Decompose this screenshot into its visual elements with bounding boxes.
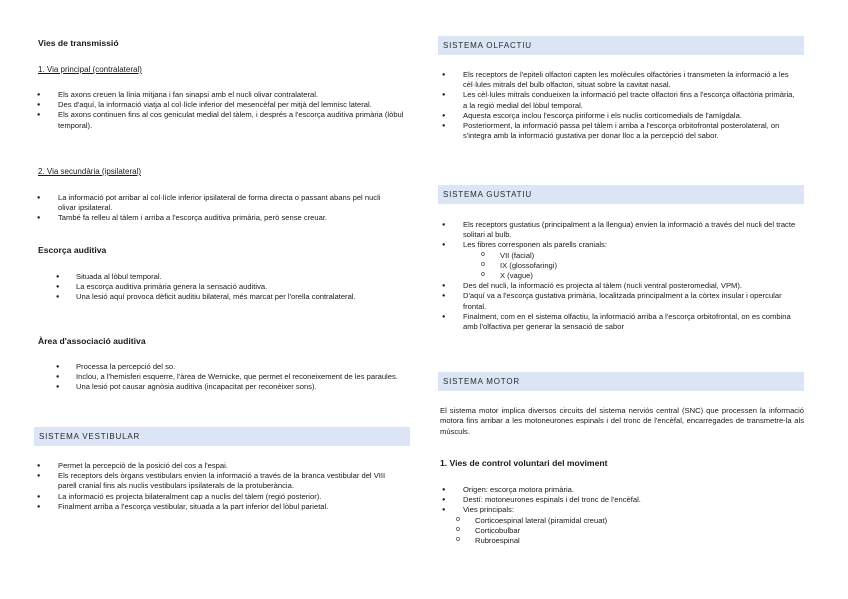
list-item: ● D'aquí va a l'escorça gustativa primària, localitzada principalment a la còrtex insular i opercular frontal.: [442, 291, 802, 311]
olfactiu-header: SISTEMA OLFACTIU: [438, 36, 804, 55]
list-item: ● Finalment, com en el sistema olfactiu, la informació arriba a l'escorça orbitofrontal, on es combina amb l'olfactiva per generar la sensació de sabor: [442, 312, 802, 332]
motor-pathways-label: Vies principals:: [463, 505, 514, 515]
olfactiu-list: [442, 70, 800, 141]
sub-list-item: o IX (glossofaringi): [481, 261, 802, 271]
area-list: [56, 362, 401, 393]
list-item: ● Finalment arriba a l'escorça vestibular, situada a la part inferior del lòbul parietal.: [37, 502, 393, 512]
area-heading: Àrea d'associació auditiva: [38, 336, 146, 346]
via-principal-list: [37, 90, 409, 131]
list-item: ● Els receptors de l'epiteli olfactori capten les molècules olfactòries i transmeten la informació a les cèl·lules mitrals del bulb olfactori, situat sobre la cavitat nasal.: [442, 70, 800, 90]
transmission-title: Vies de transmissió: [38, 38, 119, 48]
vestibular-list: [37, 461, 393, 512]
via-secundaria-list: [37, 193, 393, 224]
motor-pathways-sublist: [456, 516, 796, 547]
list-item: [442, 505, 802, 515]
via-secundaria-heading: 2. Via secundària (ipsilateral): [38, 167, 142, 176]
list-item: ● Des del nucli, la informació es projecta al tàlem (nucli ventral posteromedial, VPM).: [442, 281, 802, 291]
list-item: [442, 240, 802, 281]
list-item: ● També fa relleu al tàlem i arriba a l'escorça auditiva primària, però sense creuar.: [37, 213, 393, 223]
list-item: ● Inclou, a l'hemisferi esquerre, l'àrea de Wernicke, que permet el reconeixement de les paraules.: [56, 372, 401, 382]
gustatiu-list: [442, 220, 802, 332]
list-item: ● Una lesió aquí provoca dèficit auditiu bilateral, més marcat per l'orella contralateral.: [56, 292, 401, 302]
list-item: ● La informació pot arribar al col·lícle inferior ipsilateral de forma directa o passant abans pel nucli olivar ipsilateral.: [37, 193, 393, 213]
list-item: ● Permet la percepció de la posició del cos a l'espai.: [37, 461, 393, 471]
sub-list-item: o VII (facial): [481, 251, 802, 261]
list-item: ● Destí: motoneurones espinals i del tronc de l'encèfal.: [442, 495, 802, 505]
sub-list-item: o Rubroespinal: [456, 536, 796, 546]
list-item: ● La informació es projecta bilateralment cap a nuclis del tàlem (regió posterior).: [37, 492, 393, 502]
list-item: ● Els receptors dels òrgans vestibulars envien la informació a través de la branca vestibular del VIII parell cranial fins als nuclis vestibulars ipsilaterals de la protuberància.: [37, 471, 393, 491]
list-item: ● Una lesió pot causar agnòsia auditiva (incapacitat per reconèixer sons).: [56, 382, 401, 392]
list-item: ● Aquesta escorça inclou l'escorça piriforme i els nuclis corticomedials de l'amígdala.: [442, 111, 800, 121]
motor-list: [442, 485, 802, 516]
list-item: ● Els axons creuen la línia mitjana i fan sinapsi amb el nucli olivar contralateral.: [37, 90, 409, 100]
list-item: ● La escorça auditiva primària genera la sensació auditiva.: [56, 282, 401, 292]
sub-list-item: o Corticoespinal lateral (piramidal creuat): [456, 516, 796, 526]
cranial-pairs-sublist: [481, 251, 802, 282]
via-principal-heading: 1. Via principal (contralateral): [38, 65, 142, 74]
motor-intro: El sistema motor implica diversos circuits del sistema nerviós central (SNC) que processen la informació motora fins arribar a les motoneurones espinals i del tronc de l'encèfal, encarregades de transmetre-la als músculs.: [440, 406, 804, 436]
list-item: ● Origen: escorça motora primària.: [442, 485, 802, 495]
escorca-list: [56, 272, 401, 303]
cranial-pairs-label: Les fibres corresponen als parells cranials:: [463, 240, 607, 250]
motor-subheading: 1. Vies de control voluntari del moviment: [440, 458, 608, 468]
list-item: ● Situada al lòbul temporal.: [56, 272, 401, 282]
sub-list-item: o Corticobulbar: [456, 526, 796, 536]
list-item: ● Des d'aquí, la informació viatja al col·lícle inferior del mesencèfal per mitjà del lemnisc lateral.: [37, 100, 409, 110]
list-item: ● Processa la percepció del so.: [56, 362, 401, 372]
sub-list-item: o X (vague): [481, 271, 802, 281]
list-item: ● Els receptors gustatius (principalment a la llengua) envien la informació a través del nucli del tracte solitari al bulb.: [442, 220, 802, 240]
motor-header: SISTEMA MOTOR: [438, 372, 804, 391]
vestibular-header: SISTEMA VESTIBULAR: [34, 427, 410, 446]
list-item: ● Les cèl·lules mitrals condueixen la informació pel tracte olfactori fins a l'escorça olfactòria primària, a la regió medial del lòbul temporal.: [442, 90, 800, 110]
list-item: ● Els axons continuen fins al cos geniculat medial del tàlem, i després a l'escorça auditiva primària (lòbul temporal).: [37, 110, 409, 130]
list-item: ● Posteriorment, la informació passa pel tàlem i arriba a l'escorça orbitofrontal posterolateral, on s'integra amb la informació gustativa per donar lloc a la percepció del sabor.: [442, 121, 800, 141]
gustatiu-header: SISTEMA GUSTATIU: [438, 185, 804, 204]
escorca-heading: Escorça auditiva: [38, 245, 107, 255]
